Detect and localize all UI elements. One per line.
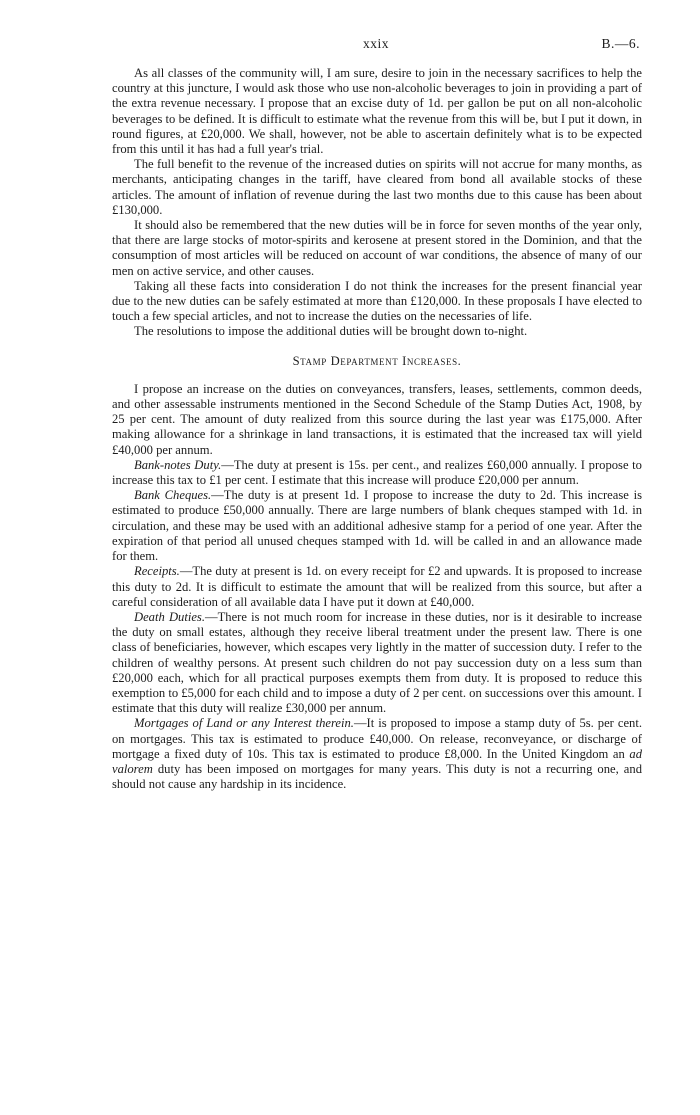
page-number: xxix [362, 36, 389, 51]
item-title: Bank Cheques. [134, 488, 212, 503]
paragraph-bank-notes [112, 458, 642, 488]
paragraph: The resolutions to impose the additional duties will be brought down to-night. [134, 324, 528, 339]
page-body [112, 66, 642, 792]
item-text: —The duty at present is 15s. per cent., and realizes £60,000 annually. I propose to increase this tax to £1 per cent. I estimate that this increase will produce £20,000 per annum. [112, 457, 642, 488]
item-title: Death Duties. [134, 609, 205, 624]
item-text: —There is not much room for increase in these duties, nor is it desirable to increase the duty on small estates, although they receive liberal treatment under the present law. There is one class of beneficiaries, however, which escapes very lightly in the matter of succession duty. I refer to the children of wealthy persons. At present such children do not pay succession duty on a less sum than £20,000 each, which for all practical purposes exempts them from duty. It is proposed to reduce this exemption to £5,000 for each child and to impose a duty of 2 per cent. on successions over this amount. I estimate that this duty will realize £30,000 per annum. [112, 609, 642, 716]
item-text: —The duty is at present 1d. I propose to increase the duty to 2d. This increase is estimated to produce £50,000 annually. There are large numbers of blank cheques stamped with 1d. in circulation, and these may be used with an additional adhesive stamp for a period of one year. After the expiration of that period all unused cheques stamped with 1d. will be called in and an allowance made for them. [112, 488, 642, 564]
paragraph-bank-cheques [112, 488, 642, 564]
paragraph: Taking all these facts into consideration I do not think the increases for the present financial year due to the new duties can be safely estimated at more than £120,000. In these proposals I have elected to touch a few special articles, and not to increase the duties on the necessaries of life. [112, 278, 642, 324]
paragraph: I propose an increase on the duties on conveyances, transfers, leases, settlements, common deeds, and other assessable instruments mentioned in the Second Schedule of the Stamp Duties Act, 1908, by 25 per cent. The amount of duty realized from this source during the last year was £175,000. After making allowance for a shrinkage in land transactions, it is estimated that the increased tax will yield £40,000 per annum. [112, 381, 642, 457]
paragraph: As all classes of the community will, I am sure, desire to join in the necessary sacrifices to help the country at this juncture, I would ask those who use non-alcoholic beverages to join in providing a part of the extra revenue necessary. I propose that an excise duty of 1d. per gallon be put on all non-alcoholic beverages to be defined. It is difficult to estimate what the revenue from this will be, but I put it down, in round figures, at £20,000. We shall, however, not be able to ascertain definitely what is to be expected from this until it has had a full year's trial. [112, 66, 642, 157]
item-title: Receipts. [134, 564, 180, 579]
paragraph-mortgages [112, 716, 642, 792]
paragraph: The full benefit to the revenue of the increased duties on spirits will not accrue for many months, as merchants, anticipating changes in the tariff, have cleared from bond all available stocks of these articles. The amount of inflation of revenue during the last two months due to this cause has been about £130,000. [112, 157, 642, 217]
paragraph-death-duties [112, 610, 642, 716]
paragraph-receipts [112, 564, 642, 610]
ad-valorem-italic: ad valorem [112, 746, 642, 776]
item-title: Bank-notes Duty. [134, 457, 222, 472]
item-text: —The duty at present is 1d. on every receipt for £2 and upwards. It is proposed to increase this duty to 2d. It is difficult to estimate the amount that will be realized from this source, but after a careful consideration of all available data I have put it down at £40,000. [112, 564, 642, 609]
page-header [112, 36, 640, 56]
paragraph: It should also be remembered that the new duties will be in force for seven months of the year only, that there are large stocks of motor-spirits and kerosene at present stored in the Dominion, and that the consumption of most articles will be reduced on account of war conditions, the absence of many of our men on active service, and other causes. [112, 218, 642, 278]
item-title: Mortgages of Land or any Interest therein. [134, 716, 354, 731]
item-text-tail: duty has been imposed on mortgages for many years. This duty is not a recurring one, and should not cause any hardship in its incidence. [112, 761, 642, 792]
section-heading: Stamp Department Increases. [292, 353, 462, 368]
section-code: B.—6. [601, 36, 640, 51]
item-text: —It is proposed to impose a stamp duty of 5s. per cent. on mortgages. This tax is estimated to produce £40,000. On release, reconveyance, or discharge of mortgage a fixed duty of 10s. This tax is estimated to produce £8,000. In the United Kingdom an [112, 716, 642, 761]
